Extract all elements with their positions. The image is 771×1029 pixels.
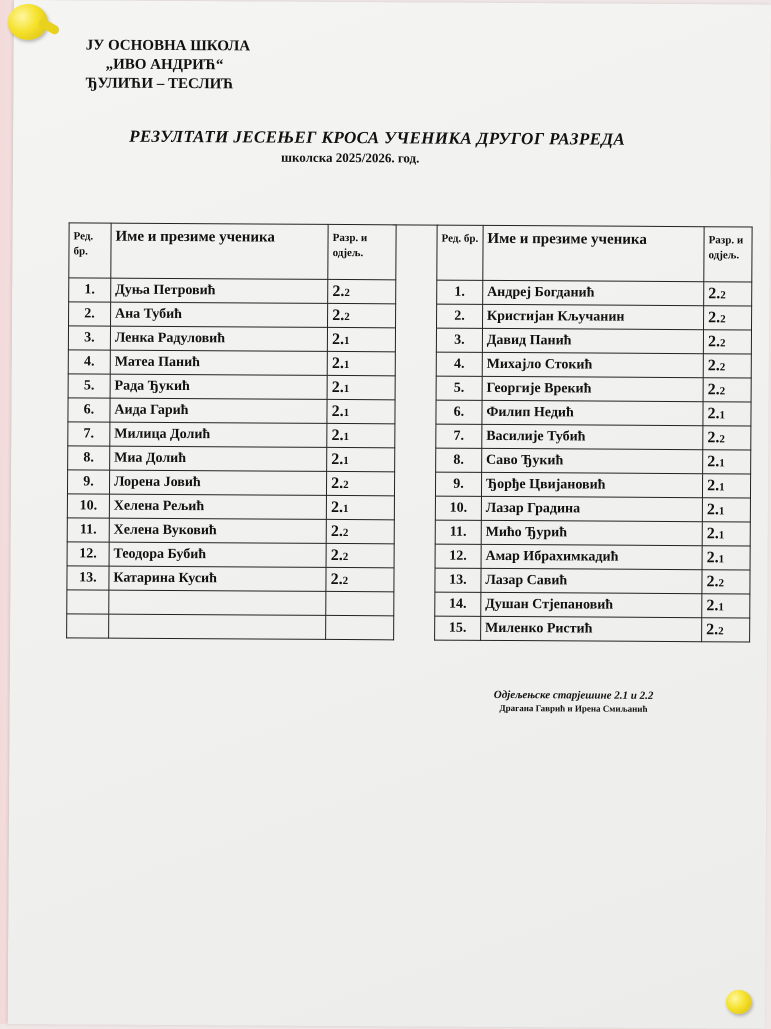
header-class: Разр. и одјељ. <box>704 227 752 282</box>
num-cell: 5. <box>436 376 482 400</box>
name-cell: Ана Тубић <box>110 302 327 327</box>
class-cell <box>326 615 394 639</box>
num-cell: 8. <box>436 448 482 472</box>
table-row <box>436 376 751 402</box>
footer-line-2: Драгана Гаврић и Ирена Смиљанић <box>499 702 648 714</box>
name-cell: Матеа Панић <box>110 350 327 375</box>
num-cell: 7. <box>436 424 482 448</box>
num-cell: 10. <box>67 494 109 518</box>
name-cell: Душан Стјепановић <box>481 592 702 617</box>
name-cell: Лорена Јовић <box>109 470 326 495</box>
table-row <box>67 590 394 616</box>
table-row <box>435 544 750 570</box>
table-row <box>68 446 395 472</box>
num-cell: 2. <box>69 302 111 326</box>
table-row <box>67 518 394 544</box>
num-cell: 9. <box>67 470 109 494</box>
num-cell: 7. <box>68 422 110 446</box>
table-row <box>68 326 395 352</box>
class-cell: 2.2 <box>702 570 750 594</box>
num-cell: 9. <box>435 472 481 496</box>
num-cell: 3. <box>436 328 482 352</box>
num-cell: 2. <box>437 304 483 328</box>
table-row <box>69 278 396 304</box>
name-cell: Кристијан Кључанин <box>482 304 703 329</box>
class-cell: 2.1 <box>327 447 395 471</box>
table-row <box>69 302 396 328</box>
num-cell: 11. <box>435 520 481 544</box>
num-cell: 4. <box>68 350 110 374</box>
class-cell: 2.2 <box>703 354 751 378</box>
header-class: Разр. и одјељ. <box>328 224 396 279</box>
name-cell: Рада Ђукић <box>110 374 327 399</box>
class-cell: 2.2 <box>328 303 396 327</box>
num-cell: 12. <box>435 544 481 568</box>
num-cell: 15. <box>435 616 481 640</box>
table-row <box>68 398 395 424</box>
name-cell: Миа Долић <box>110 446 327 471</box>
table-row <box>435 592 750 618</box>
footer-signature <box>494 689 654 714</box>
table-row <box>436 424 751 450</box>
num-cell: 8. <box>68 446 110 470</box>
name-cell: Дуња Петровић <box>111 278 328 303</box>
name-cell: Катарина Кусић <box>109 566 326 591</box>
school-line-1: ЈУ ОСНОВНА ШКОЛА <box>85 37 251 55</box>
table-row <box>67 494 394 520</box>
table-row <box>436 400 751 426</box>
name-cell: Давид Панић <box>482 328 703 353</box>
table-row <box>435 496 750 522</box>
table-row <box>437 304 752 330</box>
table-row <box>67 566 394 592</box>
class-cell: 2.1 <box>327 327 395 351</box>
num-cell: 11. <box>67 518 109 542</box>
results-table-right <box>434 225 753 643</box>
class-cell: 2.1 <box>703 474 751 498</box>
class-cell: 2.2 <box>326 543 394 567</box>
class-cell: 2.1 <box>327 351 395 375</box>
name-cell <box>109 614 326 639</box>
table-row <box>68 374 395 400</box>
table-gap <box>390 224 439 659</box>
name-cell: Василије Тубић <box>482 424 703 449</box>
class-cell: 2.1 <box>327 399 395 423</box>
name-cell: Георгије Врекић <box>482 376 703 401</box>
page-subtitle: школска 2025/2026. год. <box>280 149 420 166</box>
class-cell: 2.1 <box>702 498 750 522</box>
class-cell: 2.1 <box>326 495 394 519</box>
num-cell: 1. <box>437 280 483 304</box>
num-cell: 14. <box>435 592 481 616</box>
table-row <box>68 350 395 376</box>
class-cell: 2.1 <box>702 546 750 570</box>
class-cell: 2.2 <box>704 306 752 330</box>
header-name: Име и презиме ученика <box>483 225 705 281</box>
table-row <box>436 352 751 378</box>
page-title: РЕЗУЛТАТИ ЈЕСЕЊЕГ КРОСА УЧЕНИКА ДРУГОГ РАЗРЕДА <box>129 126 626 149</box>
class-cell: 2.2 <box>326 519 394 543</box>
class-cell: 2.1 <box>327 375 395 399</box>
num-cell: 13. <box>435 568 481 592</box>
class-cell: 2.2 <box>704 282 752 306</box>
num-cell <box>67 590 109 614</box>
table-row <box>67 614 394 640</box>
name-cell: Аида Гарић <box>110 398 327 423</box>
class-cell: 2.1 <box>702 522 750 546</box>
class-cell: 2.2 <box>326 567 394 591</box>
name-cell <box>109 590 326 615</box>
table-row <box>435 568 750 594</box>
num-cell: 6. <box>436 400 482 424</box>
table-row <box>437 280 752 306</box>
num-cell: 5. <box>68 374 110 398</box>
name-cell: Лазар Градина <box>481 496 702 521</box>
class-cell: 2.1 <box>703 402 751 426</box>
name-cell: Милица Долић <box>110 422 327 447</box>
num-cell: 6. <box>68 398 110 422</box>
school-line-3: ЂУЛИЋИ – ТЕСЛИЋ <box>85 75 234 93</box>
name-cell: Филип Недић <box>482 400 703 425</box>
class-cell: 2.1 <box>703 450 751 474</box>
school-header <box>85 36 250 94</box>
num-cell: 4. <box>436 352 482 376</box>
num-cell: 13. <box>67 566 109 590</box>
name-cell: Миленко Ристић <box>480 616 701 641</box>
num-cell: 3. <box>68 326 110 350</box>
name-cell: Ђорђе Цвијановић <box>481 472 702 497</box>
num-cell: 12. <box>67 542 109 566</box>
class-cell: 2.2 <box>327 471 395 495</box>
table-row <box>67 542 394 568</box>
table-row <box>436 328 751 354</box>
class-cell: 2.2 <box>703 426 751 450</box>
name-cell: Теодора Бубић <box>109 542 326 567</box>
table-row <box>67 470 394 496</box>
school-line-2: „ИВО АНДРИЋ“ <box>105 56 224 74</box>
paper-sheet <box>8 0 771 1029</box>
footer-line-1: Одјељењске старјешине 2.1 и 2.2 <box>493 688 654 702</box>
name-cell: Ленка Радуловић <box>110 326 327 351</box>
name-cell: Хелена Рељић <box>109 494 326 519</box>
name-cell: Андреј Богданић <box>483 280 704 305</box>
name-cell: Мићо Ђурић <box>481 520 702 545</box>
table-row <box>435 520 750 546</box>
pushpin-icon <box>8 4 48 40</box>
table-row <box>436 448 751 474</box>
name-cell: Амар Ибрахимкадић <box>481 544 702 569</box>
table-row <box>68 422 395 448</box>
class-cell: 2.1 <box>702 594 750 618</box>
name-cell: Лазар Савић <box>481 568 702 593</box>
table-header-row <box>437 225 752 282</box>
header-num: Ред. бр. <box>437 225 483 280</box>
table-row <box>435 472 750 498</box>
results-table-left <box>66 222 397 640</box>
class-cell: 2.1 <box>327 423 395 447</box>
pushpin-icon <box>726 990 752 1014</box>
header-name: Име и презиме ученика <box>111 223 329 279</box>
name-cell: Хелена Вуковић <box>109 518 326 543</box>
num-cell: 1. <box>69 278 111 302</box>
num-cell: 10. <box>435 496 481 520</box>
class-cell: 2.2 <box>703 378 751 402</box>
class-cell: 2.2 <box>328 279 396 303</box>
num-cell <box>67 614 109 638</box>
table-header-row <box>69 223 396 280</box>
table-row <box>435 616 750 642</box>
name-cell: Саво Ђукић <box>481 448 702 473</box>
name-cell: Михајло Стокић <box>482 352 703 377</box>
header-num: Ред. бр. <box>69 223 111 278</box>
class-cell <box>326 591 394 615</box>
class-cell: 2.2 <box>702 618 750 642</box>
class-cell: 2.2 <box>703 330 751 354</box>
